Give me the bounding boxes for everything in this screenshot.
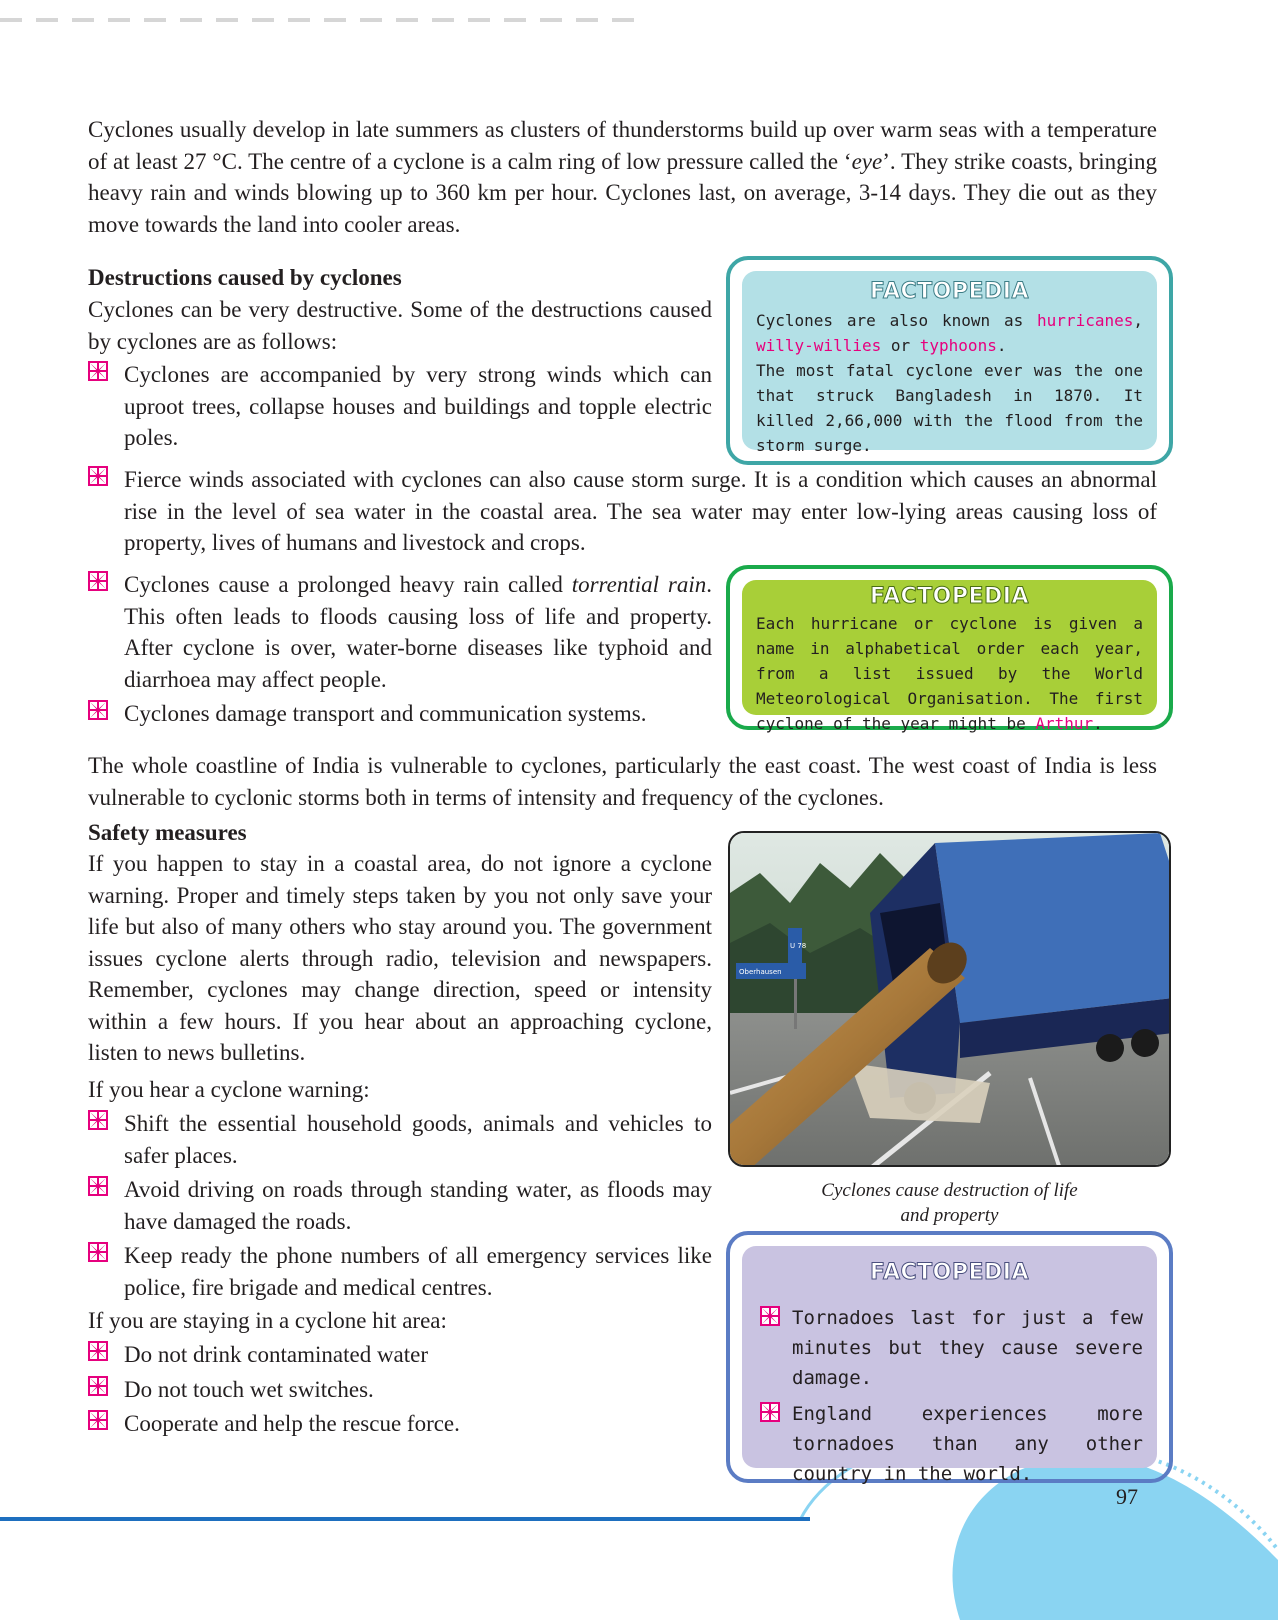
top-dashed-rule	[0, 18, 640, 22]
destructions-intro: Cyclones can be very destructive. Some of the destructions caused by cyclones are as follows:	[88, 297, 712, 354]
cross-bullet-icon	[88, 571, 108, 591]
list-item: Do not touch wet switches.	[88, 1374, 712, 1406]
factopedia-list	[756, 1303, 1143, 1489]
cross-bullet-icon	[88, 361, 108, 381]
factopedia-box-3	[726, 1231, 1173, 1483]
list-item: Tornadoes last for just a few minutes but they cause severe damage.	[756, 1303, 1143, 1393]
warning-list	[88, 1108, 712, 1306]
destructions-list-b	[88, 464, 1157, 562]
factopedia-title: FACTOPEDIA	[869, 279, 1029, 304]
list-item: Do not drink contaminated water	[88, 1339, 712, 1371]
factopedia-box-1	[726, 256, 1173, 465]
coastline-paragraph: The whole coastline of India is vulnerable to cyclones, particularly the east coast. The west coast of India is less vulnerable to cyclonic storms both in terms of intensity and frequency of the cyclones.	[88, 753, 1157, 810]
safety-intro: If you happen to stay in a coastal area, do not ignore a cyclone warning. Proper and timely steps taken by you not only save your life but also of many others who stay around you. The government issues cyclone alerts through radio, television and newspapers. Remember, cyclones may change direction, speed or intensity within a few hours. If you hear about an approaching cyclone, listen to news bulletins.	[88, 851, 712, 1065]
warning-label: If you hear a cyclone warning:	[88, 1077, 370, 1102]
cross-bullet-icon	[88, 1341, 108, 1361]
accident-photo	[728, 831, 1171, 1167]
list-item: Keep ready the phone numbers of all emergency services like police, fire brigade and medical centres.	[88, 1240, 712, 1303]
page-number: 97	[1116, 1484, 1138, 1509]
list-item: England experiences more tornadoes than any other country in the world.	[756, 1399, 1143, 1489]
cross-bullet-icon	[88, 1376, 108, 1396]
factopedia-text: Cyclones are also known as hurricanes, willy-willies or typhoons. The most fatal cyclone ever was the one that struck Bangladesh in 1870. It killed 2,66,000 with the flood from the storm surge.	[756, 311, 1143, 455]
cross-bullet-icon	[88, 1176, 108, 1196]
list-item: Cyclones damage transport and communication systems.	[88, 698, 712, 730]
destructions-heading: Destructions caused by cyclones	[88, 265, 402, 290]
list-item: Fierce winds associated with cyclones can also cause storm surge. It is a condition which causes an abnormal rise in the level of sea water in the coastal area. The sea water may enter low-lying areas causing loss of property, lives of humans and livestock and crops.	[88, 464, 1157, 559]
list-item: Shift the essential household goods, animals and vehicles to safer places.	[88, 1108, 712, 1171]
cross-bullet-icon	[88, 700, 108, 720]
road-sign-text: U 78	[790, 942, 807, 950]
list-item: Avoid driving on roads through standing water, as floods may have damaged the roads.	[88, 1174, 712, 1237]
factopedia-box-2	[726, 565, 1173, 733]
safety-heading: Safety measures	[88, 820, 247, 845]
caption-line: and property	[900, 1205, 999, 1226]
cross-bullet-icon	[760, 1402, 780, 1422]
truck-accident-illustration	[730, 833, 1171, 1167]
cross-bullet-icon	[88, 1410, 108, 1430]
road-sign-text: Oberhausen	[739, 968, 782, 976]
bottom-rule	[0, 1517, 810, 1521]
list-item: Cyclones are accompanied by very strong winds which can uproot trees, collapse houses and buildings and topple electric poles.	[88, 359, 712, 454]
list-item: Cyclones cause a prolonged heavy rain called torrential rain. This often leads to floods causing loss of life and property. After cyclone is over, water-borne diseases like typhoid and diarrhoea may affect people.	[88, 569, 712, 695]
photo-caption	[728, 1178, 1171, 1228]
cross-bullet-icon	[88, 1110, 108, 1130]
cross-bullet-icon	[760, 1306, 780, 1326]
factopedia-title: FACTOPEDIA	[869, 1260, 1029, 1285]
cross-bullet-icon	[88, 1242, 108, 1262]
factopedia-text: Each hurricane or cyclone is given a name in alphabetical order each year, from a list issued by the World Meteorological Organisation. The first cyclone of the year might be Arthur.	[756, 614, 1143, 733]
hit-list	[88, 1339, 712, 1443]
destructions-list-c	[88, 569, 712, 733]
cross-bullet-icon	[88, 466, 108, 486]
intro-paragraph: Cyclones usually develop in late summers as clusters of thunderstorms build up over warm seas with a temperature of at least 27 °C. The centre of a cyclone is a calm ring of low pressure called the ‘eye’. They strike coasts, bringing heavy rain and winds blowing up to 360 km per hour. Cyclones last, on average, 3-14 days. They die out as they move towards the land into cooler areas.	[88, 117, 1158, 237]
factopedia-title: FACTOPEDIA	[869, 584, 1029, 609]
caption-line: Cyclones cause destruction of life	[821, 1180, 1078, 1201]
destructions-list-a	[88, 359, 712, 457]
hit-label: If you are staying in a cyclone hit area:	[88, 1308, 447, 1333]
list-item: Cooperate and help the rescue force.	[88, 1408, 712, 1440]
